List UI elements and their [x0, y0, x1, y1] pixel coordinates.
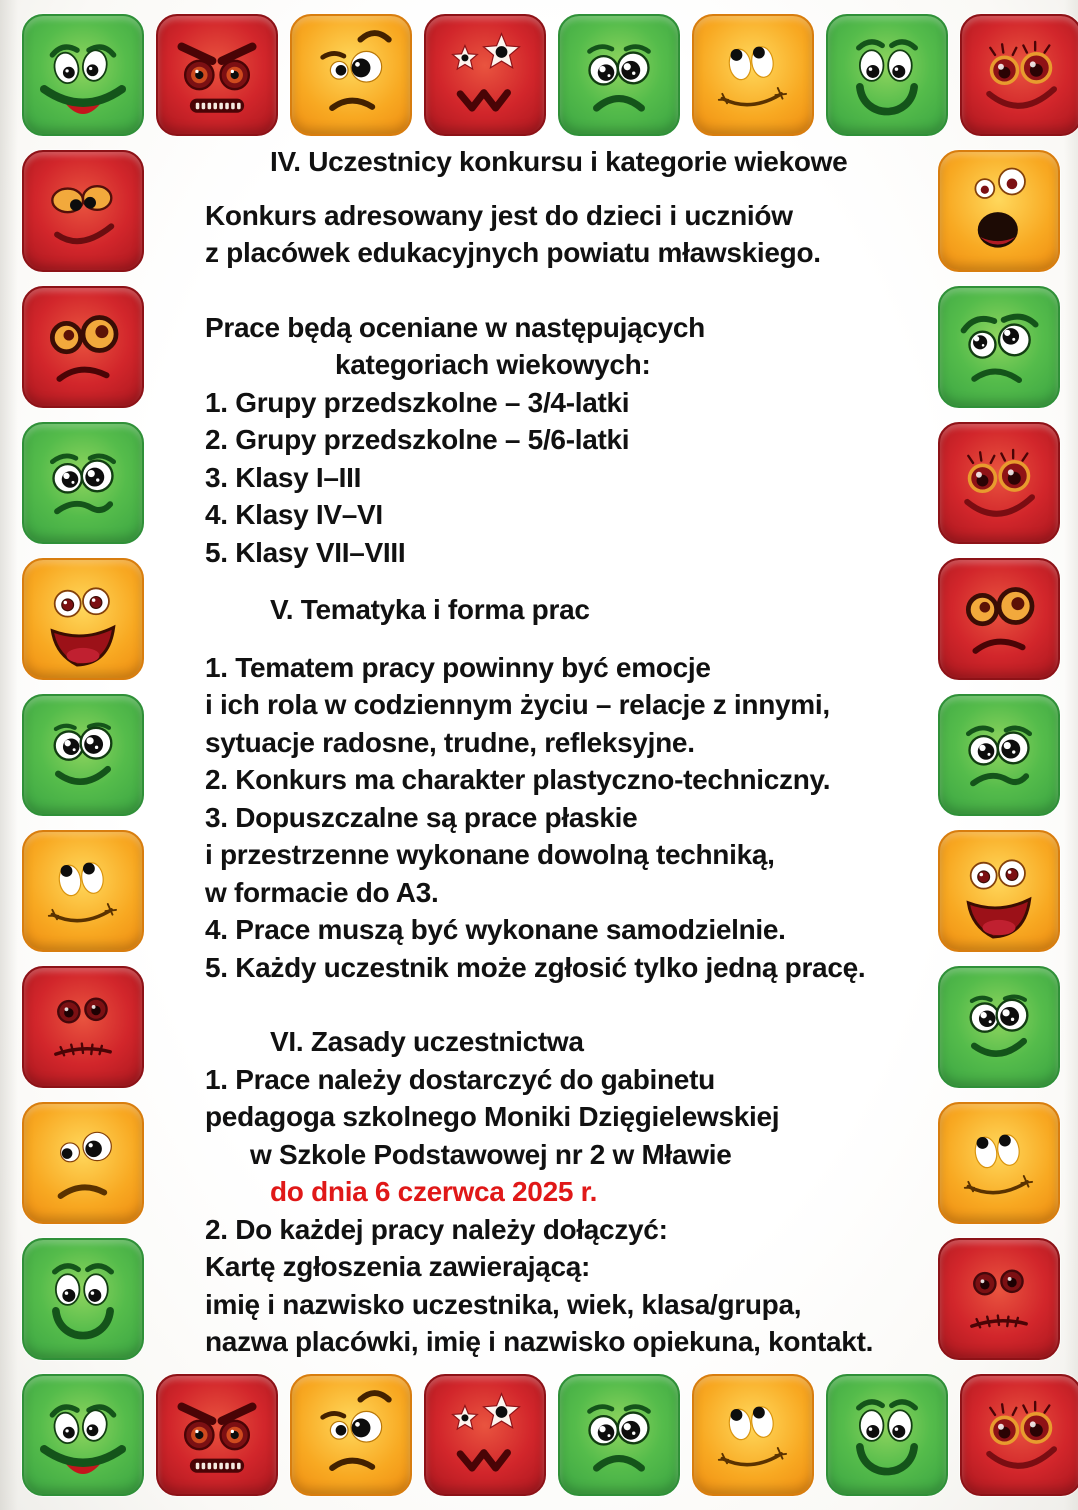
- text-line: 2. Grupy przedszkolne – 5/6-latki: [205, 424, 630, 455]
- section-heading: IV. Uczestnicy konkursu i kategorie wiekowe: [270, 146, 848, 177]
- deadline-text: do dnia 6 czerwca 2025 r.: [270, 1176, 598, 1207]
- blank-line: [205, 571, 945, 591]
- emoji-red-lashes-icon: [960, 1374, 1078, 1496]
- text-line: Konkurs adresowany jest do dzieci i uczniów: [205, 199, 793, 231]
- blank-line: [205, 629, 945, 649]
- emoji-green-content-icon: [938, 966, 1060, 1088]
- emoji-orange-smirk-icon: [22, 830, 144, 952]
- emoji-red-frownbig-icon: [22, 286, 144, 408]
- emoji-green-sad-icon: [558, 1374, 680, 1496]
- emoji-green-content-icon: [22, 694, 144, 816]
- text-line: Kartę zgłoszenia zawierającą:: [205, 1251, 591, 1282]
- text-line: 3. Dopuszczalne są prace płaskie: [205, 801, 638, 833]
- text-line: 3. Klasy I–III: [205, 461, 362, 493]
- text-line: 1. Prace należy dostarczyć do gabinetu: [205, 1063, 715, 1095]
- emoji-orange-smirk-icon: [692, 1374, 814, 1496]
- emoji-green-bigsmile-icon: [826, 1374, 948, 1496]
- emoji-orange-worried-icon: [290, 1374, 412, 1496]
- text-line: Prace będą oceniane w następujących: [205, 311, 705, 343]
- blank-line: [205, 986, 945, 1023]
- text-line: 4. Prace muszą być wykonane samodzielnie.: [205, 914, 786, 945]
- emoji-red-dizzy-icon: [424, 1374, 546, 1496]
- emoji-green-happy-icon: [22, 1374, 144, 1496]
- emoji-green-puppysad-icon: [938, 286, 1060, 408]
- emoji-orange-confused-icon: [22, 1102, 144, 1224]
- emoji-red-lashes-icon: [938, 422, 1060, 544]
- emoji-green-bigsmile-icon: [22, 1238, 144, 1360]
- emoji-green-bigsmile-icon: [826, 14, 948, 136]
- emoji-orange-smirk-icon: [692, 14, 814, 136]
- text-line: 5. Klasy VII–VIII: [205, 536, 406, 568]
- emoji-red-frownbig-icon: [938, 558, 1060, 680]
- text-line: 1. Tematem pracy powinny być emocje: [205, 651, 711, 683]
- text-line: 2. Konkurs ma charakter plastyczno-techniczny.: [205, 764, 831, 795]
- section-heading: VI. Zasady uczestnictwa: [270, 1026, 584, 1057]
- text-line: w formacie do A3.: [205, 876, 439, 908]
- text-line: 4. Klasy IV–VI: [205, 499, 383, 530]
- text-line: 1. Grupy przedszkolne – 3/4-latki: [205, 386, 630, 418]
- text-line: w Szkole Podstawowej nr 2 w Mławie: [250, 1138, 732, 1170]
- emoji-orange-smirk-icon: [938, 1102, 1060, 1224]
- emoji-orange-worried-icon: [290, 14, 412, 136]
- emoji-red-stitch-icon: [22, 966, 144, 1088]
- emoji-orange-laugh-icon: [22, 558, 144, 680]
- blank-line: [205, 272, 945, 309]
- text-line: nazwa placówki, imię i nazwisko opiekuna, kontakt.: [205, 1326, 874, 1357]
- emoji-green-worried-icon: [22, 422, 144, 544]
- emoji-orange-shock-icon: [938, 150, 1060, 272]
- blank-line: [205, 181, 945, 197]
- section-heading: V. Tematyka i forma prac: [270, 594, 590, 625]
- text-line: i przestrzenne wykonane dowolną techniką,: [205, 839, 775, 870]
- emoji-red-stitch-icon: [938, 1238, 1060, 1360]
- text-line: pedagoga szkolnego Moniki Dzięgielewskiej: [205, 1101, 780, 1132]
- text-line: 5. Każdy uczestnik może zgłosić tylko jedną pracę.: [205, 951, 866, 983]
- emoji-orange-laugh-icon: [938, 830, 1060, 952]
- emoji-green-sad-icon: [558, 14, 680, 136]
- emoji-red-smirkhalf-icon: [22, 150, 144, 272]
- emoji-red-lashes-icon: [960, 14, 1078, 136]
- text-line: i ich rola w codziennym życiu – relacje z innymi,: [205, 689, 830, 720]
- emoji-red-angry-icon: [156, 1374, 278, 1496]
- emoji-red-dizzy-icon: [424, 14, 546, 136]
- text-line: z placówek edukacyjnych powiatu mławskiego.: [205, 237, 821, 268]
- emoji-green-happy-icon: [22, 14, 144, 136]
- emoji-red-angry-icon: [156, 14, 278, 136]
- text-line: kategoriach wiekowych:: [335, 349, 651, 380]
- emoji-green-worried-icon: [938, 694, 1060, 816]
- text-line: sytuacje radosne, trudne, refleksyjne.: [205, 726, 695, 758]
- text-line: imię i nazwisko uczestnika, wiek, klasa/grupa,: [205, 1288, 802, 1320]
- flyer-text-block: [205, 143, 945, 1361]
- text-line: 2. Do każdej pracy należy dołączyć:: [205, 1213, 668, 1245]
